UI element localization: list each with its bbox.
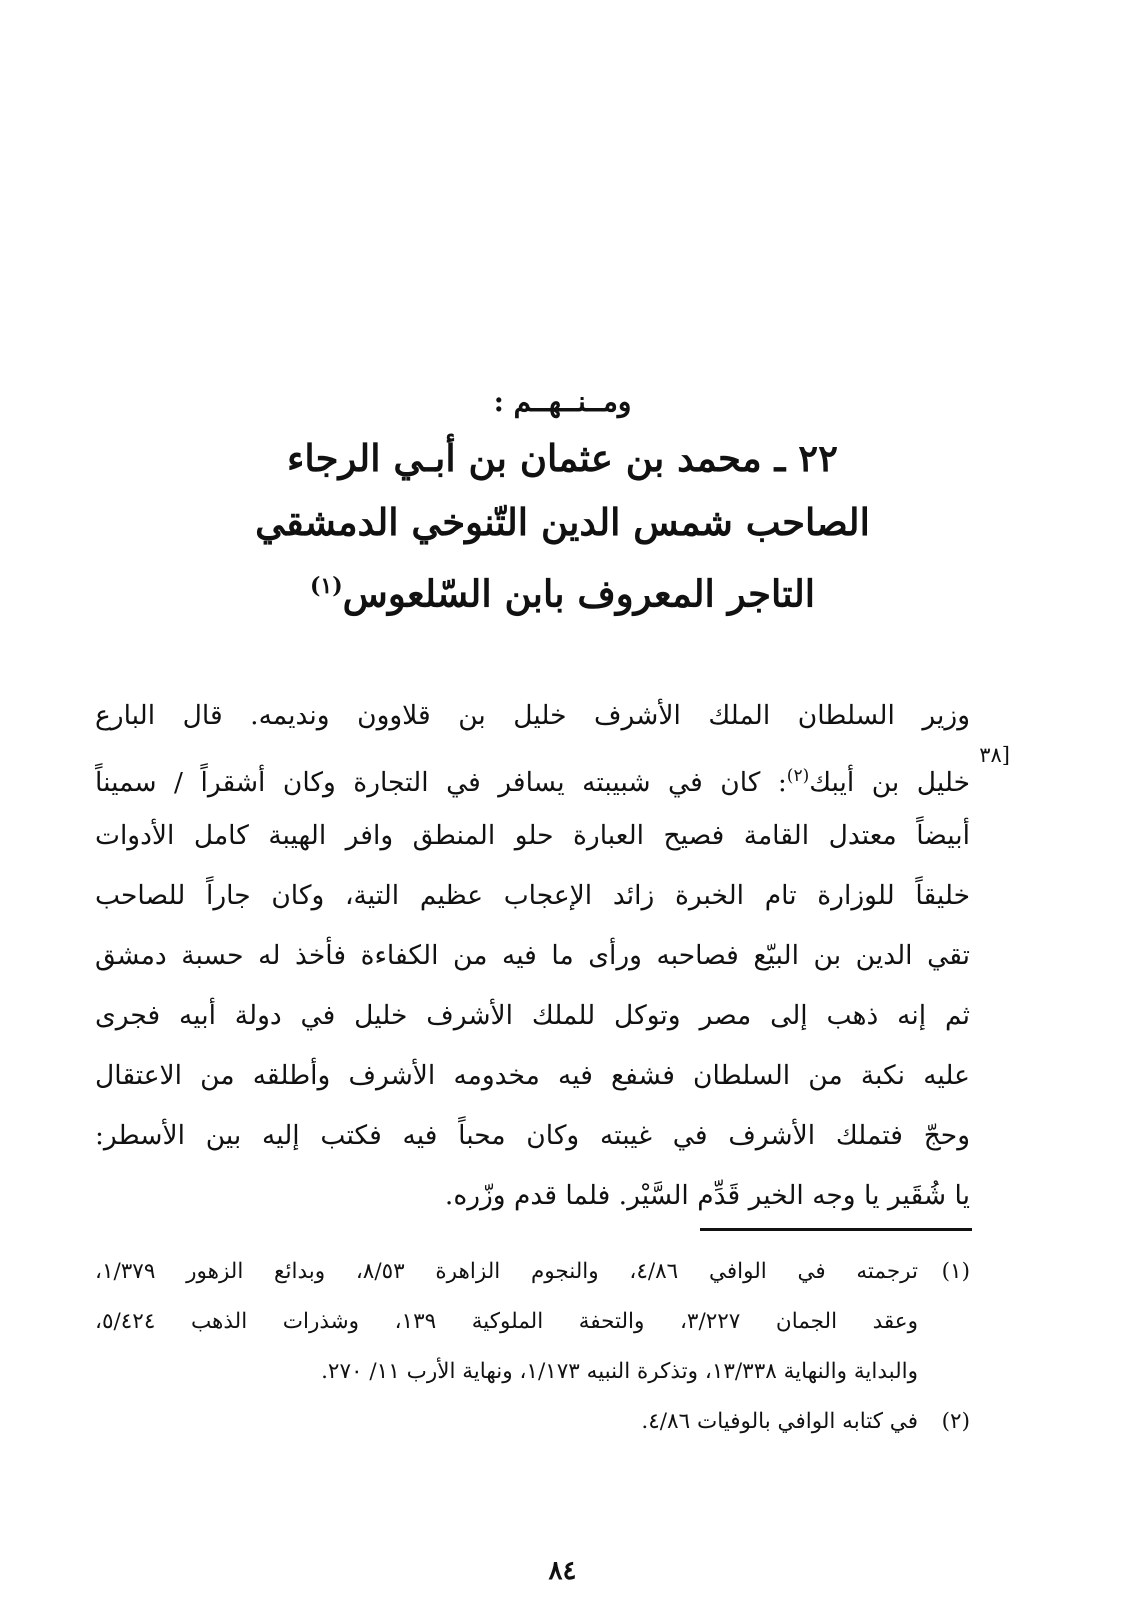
body-line-3: أبيضاً معتدل القامة فصيح العبارة حلو المنطق وافر الهيبة كامل الأدوات bbox=[95, 820, 970, 851]
body-line-7: عليه نكبة من السلطان فشفع فيه مخدومه الأشرف وأطلقه من الاعتقال bbox=[95, 1060, 970, 1091]
footnote-1-line-2: وعقد الجمان ٣/٢٢٧، والتحفة الملوكية ١٣٩، وشذرات الذهب ٥/٤٢٤، bbox=[95, 1309, 919, 1334]
footnotes bbox=[95, 1247, 970, 1447]
body-text bbox=[95, 686, 970, 1226]
footnote-2-number: (٢) bbox=[941, 1409, 970, 1434]
footnote-1 bbox=[95, 1247, 970, 1397]
body-footnote-ref[interactable]: (٢) bbox=[786, 766, 810, 786]
body-line-8: وحجّ فتملك الأشرف في غيبته وكان محباً فيه فكتب إليه بين الأسطر: bbox=[95, 1120, 970, 1151]
title-line-3 bbox=[0, 554, 1125, 625]
title-line-2: الصاحب شمس الدين التّنوخي الدمشقي bbox=[255, 500, 870, 544]
footnote-1-line-1: ترجمته في الوافي ٤/٨٦، والنجوم الزاهرة ٨/٥٣، وبدائع الزهور ١/٣٧٩، bbox=[95, 1259, 918, 1284]
title-footnote-ref[interactable]: (١) bbox=[310, 573, 343, 599]
body-line-1: وزير السلطان الملك الأشرف خليل بن قلاوون ونديمه. قال البارع bbox=[95, 700, 970, 731]
title-line-3-text: التاجر المعروف بابن السّلعوس bbox=[342, 571, 815, 616]
footnote-1-line-3: والبداية والنهاية ١٣/٣٣٨، وتذكرة النبيه ١/١٧٣، ونهاية الأرب ١١/ ٢٧٠. bbox=[321, 1359, 918, 1384]
body-line-9: يا شُقَير يا وجه الخير قَدِّم السَّيْر. فلما قدم وزّره. bbox=[444, 1180, 970, 1211]
title-line-1: ٢٢ ـ محمد بن عثمان بن أبـي الرجاء bbox=[286, 436, 839, 480]
heading-intro: ومــنــهــم : bbox=[493, 385, 632, 418]
body-line-4: خليقاً للوزارة تام الخبرة زائد الإعجاب عظيم التية، وكان جاراً للصاحب bbox=[95, 880, 970, 911]
body-line-2-rest: : كان في شبيبته يسافر في التجارة وكان أشقراً / سميناً bbox=[95, 766, 787, 798]
body-line-2 bbox=[95, 746, 970, 806]
body-line-6: ثم إنه ذهب إلى مصر وتوكل للملك الأشرف خليل في دولة أبيه فجرى bbox=[95, 1000, 970, 1031]
chapter-heading bbox=[0, 378, 1125, 625]
page-number: ٨٤ bbox=[548, 1556, 577, 1586]
body-line-5: تقي الدين بن البيّع فصاحبه ورأى ما فيه من الكفاءة فأخذ له حسبة دمشق bbox=[95, 940, 970, 971]
footnote-divider bbox=[700, 1228, 972, 1231]
footnote-2 bbox=[95, 1397, 970, 1447]
body-line-2-start: خليل بن أيبك bbox=[809, 766, 970, 798]
footnote-1-number: (١) bbox=[941, 1259, 970, 1284]
footnote-2-line-1: في كتابه الوافي بالوفيات ٤/٨٦. bbox=[641, 1409, 918, 1434]
margin-page-reference: [٣٨ bbox=[979, 743, 1010, 767]
